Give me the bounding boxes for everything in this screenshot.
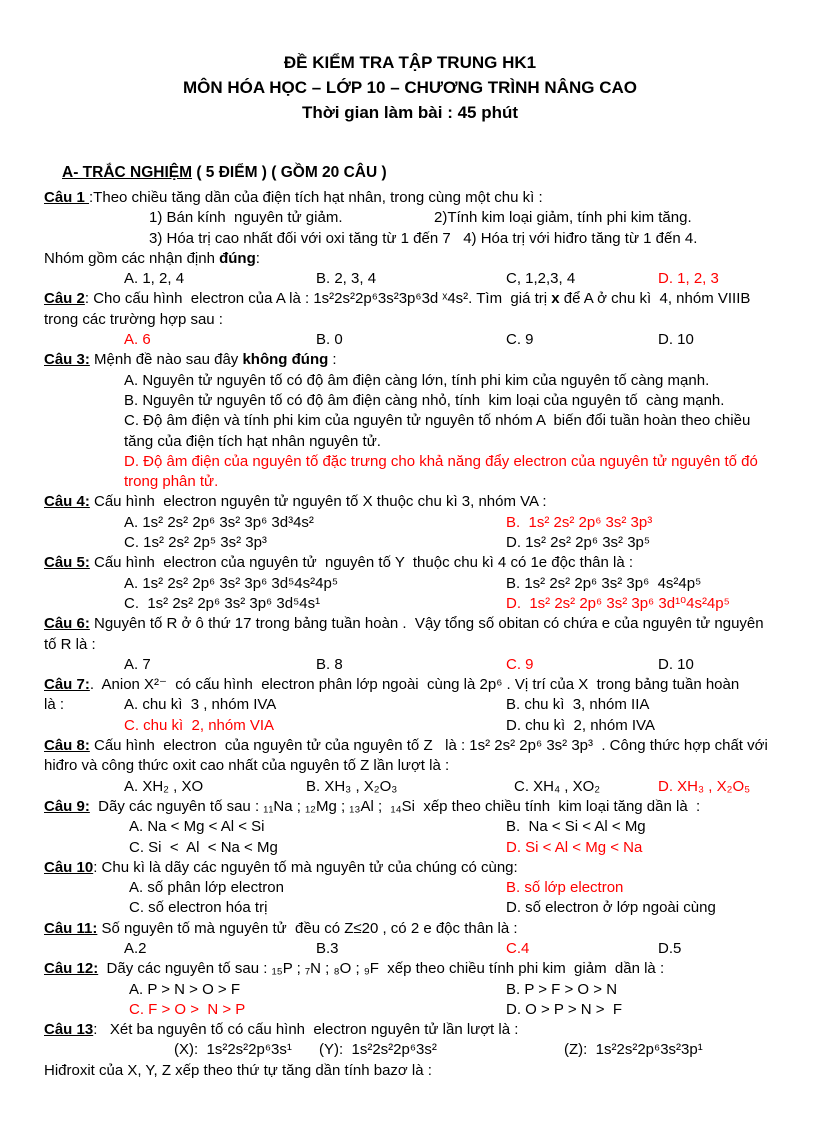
- text-run: A. chu kì 3 , nhóm IVA: [124, 696, 277, 714]
- question-stem: [44, 188, 776, 208]
- text-run: A. 7: [124, 655, 151, 673]
- option-cell: [306, 777, 397, 797]
- option-row: [44, 330, 776, 350]
- option-cell: [506, 817, 646, 837]
- highlighted-answer-text: C. chu kì 2, nhóm VIA: [124, 716, 275, 734]
- emphasis-text: x: [551, 290, 560, 308]
- option-cell: [129, 878, 284, 898]
- text-run: C. Si < Al < Na < Mg: [129, 838, 278, 856]
- option-cell: [506, 269, 575, 289]
- question-q8: [44, 736, 776, 797]
- text-run: D. 10: [658, 331, 694, 349]
- exam-title-line1: ĐỀ KIỂM TRA TẬP TRUNG HK1: [283, 53, 537, 72]
- question-q6: [44, 614, 776, 675]
- option-row: [44, 533, 776, 553]
- option-cell: [514, 777, 600, 797]
- option-row: [44, 817, 776, 837]
- option-row: [44, 980, 776, 1000]
- text-run: C. số electron hóa trị: [129, 899, 268, 917]
- text-run: Cấu hình electron của nguyên tử nguyên tố Y thuộc chu kì 4 có 1e độc thân là :: [89, 554, 634, 572]
- option-cell: [434, 208, 692, 228]
- text-run: . Anion X²⁻ có cấu hình electron phân lớp ngoài cùng là 2p⁶ . Vị trí của X trong bảng tuần hoàn: [89, 676, 740, 694]
- text-run: A. số phân lớp electron: [129, 879, 284, 897]
- text-run: 3) Hóa trị cao nhất đối với oxi tăng từ 1 đến 7 4) Hóa trị với hiđro tăng từ 1 đến 4.: [149, 229, 698, 247]
- question-line: [44, 249, 776, 269]
- text-run: B. P > F > O > N: [506, 980, 618, 998]
- option-cell: [124, 533, 267, 553]
- text-run: D. 1s² 2s² 2p⁶ 3s² 3p⁵: [506, 534, 651, 552]
- text-run: D.5: [658, 939, 682, 957]
- option-cell: [506, 695, 649, 715]
- text-run: D. 10: [658, 655, 694, 673]
- emphasis-text: đúng: [219, 249, 256, 267]
- option-row: [44, 594, 776, 614]
- highlighted-option: [506, 838, 642, 858]
- question-stem: [44, 959, 776, 979]
- highlighted-answer-text: C. 9: [506, 655, 534, 673]
- question-line: [124, 371, 776, 391]
- option-row: [44, 269, 776, 289]
- text-run: A. 1s² 2s² 2p⁶ 3s² 3p⁶ 3d⁵4s²4p⁵: [124, 574, 339, 592]
- option-cell: [506, 574, 701, 594]
- text-run: :: [255, 249, 260, 267]
- question-label: Câu 6:: [44, 615, 90, 633]
- question-q1: [44, 188, 776, 289]
- option-cell: [316, 330, 343, 350]
- text-run: 2)Tính kim loại giảm, tính phi kim tăng.: [434, 209, 692, 227]
- option-cell: [316, 269, 376, 289]
- option-cell: [129, 898, 267, 918]
- text-run: Nhóm gồm các nhận định: [44, 249, 220, 267]
- highlighted-answer-text: C. F > O > N > P: [129, 1000, 246, 1018]
- question-q2: [44, 289, 776, 350]
- option-cell: [174, 1040, 292, 1060]
- highlighted-answer-text: B. 1s² 2s² 2p⁶ 3s² 3p³: [506, 513, 653, 531]
- option-cell: [506, 898, 716, 918]
- text-run: (X): 1s²2s²2p⁶3s¹: [174, 1041, 292, 1059]
- option-cell: [44, 695, 64, 715]
- option-cell: [124, 655, 151, 675]
- text-run: B.3: [316, 939, 339, 957]
- option-cell: [124, 695, 276, 715]
- question-line: [44, 1061, 776, 1081]
- text-run: D. O > P > N > F: [506, 1000, 623, 1018]
- question-label: Câu 1: [44, 189, 90, 206]
- highlighted-answer-text: D. Độ âm điện của nguyên tố đặc trưng cho khả năng đẩy electron của nguyên tử nguyên tố đó trong phân tử.: [124, 452, 763, 491]
- question-q12: [44, 959, 776, 1020]
- question-stem: [44, 350, 776, 370]
- text-run: B. 8: [316, 655, 343, 673]
- text-run: D. chu kì 2, nhóm IVA: [506, 716, 655, 734]
- highlighted-option: [506, 939, 529, 959]
- highlighted-answer-text: D. Si < Al < Mg < Na: [506, 838, 643, 856]
- option-cell: [129, 838, 278, 858]
- text-run: :Theo chiều tăng dần của điện tích hạt nhân, trong cùng một chu kì :: [89, 189, 543, 206]
- question-stem: [44, 675, 776, 695]
- question-stem: [44, 919, 776, 939]
- text-run: B. Nguyên tử nguyên tố có độ âm điện càng nhỏ, tính kim loại của nguyên tố càng mạnh.: [124, 391, 725, 409]
- option-cell: [124, 777, 203, 797]
- option-cell: [124, 594, 320, 614]
- question-stem: [44, 553, 776, 573]
- text-run: B. chu kì 3, nhóm IIA: [506, 696, 650, 714]
- text-run: A. 1s² 2s² 2p⁶ 3s² 3p⁶ 3d³4s²: [124, 513, 314, 531]
- option-row: [44, 716, 776, 736]
- option-cell: [124, 513, 314, 533]
- text-run: A. Na < Mg < Al < Si: [129, 818, 265, 836]
- question-q7: [44, 675, 776, 736]
- question-stem: [44, 614, 776, 655]
- option-cell: [124, 269, 184, 289]
- option-row: [44, 513, 776, 533]
- option-cell: [506, 1000, 622, 1020]
- highlighted-option: [506, 594, 730, 614]
- text-run: A. P > N > O > F: [129, 980, 241, 998]
- text-run: Hiđroxit của X, Y, Z xếp theo thứ tự tăng dần tính bazơ là :: [44, 1061, 432, 1079]
- question-q5: [44, 553, 776, 614]
- text-run: B. 2, 3, 4: [316, 270, 377, 288]
- text-run: để A ở chu kì 4, nhóm VIIIB trong các trường hợp sau :: [44, 290, 763, 328]
- text-run: là :: [44, 696, 65, 714]
- option-row: [44, 777, 776, 797]
- option-cell: [658, 330, 694, 350]
- highlighted-option: [506, 878, 623, 898]
- question-q10: [44, 858, 776, 919]
- text-run: Cấu hình electron nguyên tử nguyên tố X thuộc chu kì 3, nhóm VA :: [89, 493, 547, 511]
- highlighted-option: [506, 655, 534, 675]
- question-q13: [44, 1020, 776, 1081]
- question-label: Câu 10: [44, 858, 94, 876]
- text-run: Cấu hình electron của nguyên tử của nguyên tố Z là : 1s² 2s² 2p⁶ 3s² 3p³ . Công thức hợp chất với hiđro và công thức oxit cao nhất của nguyên tố Z lần lượt là :: [44, 737, 772, 775]
- question-label: Câu 12:: [44, 960, 99, 978]
- question-stem: [44, 1020, 776, 1040]
- text-run: A. XH₂ , XO: [124, 777, 204, 795]
- text-run: B. 0: [316, 331, 343, 349]
- text-run: (Y): 1s²2s²2p⁶3s²: [319, 1041, 437, 1059]
- text-run: Mệnh đề nào sau đây: [89, 351, 243, 369]
- text-run: B. XH₃ , X₂O₃: [306, 777, 398, 795]
- question-stem: [44, 797, 776, 817]
- section-heading: [62, 162, 776, 183]
- question-stem: [44, 858, 776, 878]
- question-line: [124, 411, 776, 452]
- option-cell: [129, 980, 240, 1000]
- text-run: C. 1s² 2s² 2p⁶ 3s² 3p⁶ 3d⁵4s¹: [124, 594, 321, 612]
- exam-title-line3: Thời gian làm bài : 45 phút: [301, 103, 519, 122]
- text-run: A. 1, 2, 4: [124, 270, 185, 288]
- option-cell: [506, 716, 655, 736]
- highlighted-answer-text: B. số lớp electron: [506, 879, 624, 897]
- highlighted-answer-text: D. 1s² 2s² 2p⁶ 3s² 3p⁶ 3d¹⁰4s²4p⁵: [506, 594, 730, 612]
- text-run: Số nguyên tố mà nguyên tử đều có Z≤20 , có 2 e độc thân là :: [97, 919, 518, 937]
- text-run: C. 9: [506, 331, 534, 349]
- option-row: [44, 898, 776, 918]
- text-run: C. XH₄ , XO₂: [514, 777, 601, 795]
- highlighted-option: [506, 513, 652, 533]
- highlighted-answer-text: A. 6: [124, 331, 151, 349]
- question-stem: [44, 492, 776, 512]
- option-cell: [564, 1040, 703, 1060]
- question-line: [149, 229, 776, 249]
- question-label: Câu 2: [44, 290, 85, 308]
- question-label: Câu 13: [44, 1021, 94, 1039]
- highlighted-option: [129, 1000, 245, 1020]
- option-cell: [316, 655, 343, 675]
- text-run: : Xét ba nguyên tố có cấu hình electron nguyên tử lần lượt là :: [93, 1021, 519, 1039]
- option-row: [44, 655, 776, 675]
- text-run: :: [328, 351, 337, 369]
- highlighted-option: [658, 269, 719, 289]
- option-row: [44, 208, 776, 228]
- text-run: B. 1s² 2s² 2p⁶ 3s² 3p⁶ 4s²4p⁵: [506, 574, 702, 592]
- option-cell: [316, 939, 339, 959]
- option-row: [44, 1040, 776, 1060]
- text-run: D. số electron ở lớp ngoài cùng: [506, 899, 716, 917]
- question-stem: [44, 736, 776, 777]
- option-cell: [149, 208, 342, 228]
- exam-title-line2: MÔN HÓA HỌC – LỚP 10 – CHƯƠNG TRÌNH NÂNG CAO: [183, 78, 637, 97]
- option-cell: [319, 1040, 437, 1060]
- text-run: : Chu kì là dãy các nguyên tố mà nguyên tử của chúng có cùng:: [93, 858, 518, 876]
- question-q11: [44, 919, 776, 960]
- option-row: [44, 574, 776, 594]
- option-cell: [506, 533, 650, 553]
- text-run: C. 1s² 2s² 2p⁵ 3s² 3p³: [124, 534, 267, 552]
- question-label: Câu 9:: [44, 797, 90, 815]
- question-stem: [44, 289, 776, 330]
- option-cell: [658, 939, 681, 959]
- option-row: [44, 838, 776, 858]
- question-q3: [44, 350, 776, 492]
- text-run: 1) Bán kính nguyên tử giảm.: [149, 209, 343, 227]
- question-label: Câu 11:: [44, 919, 98, 937]
- highlighted-answer-text: D. XH₃ , X₂O₅: [658, 777, 751, 795]
- questions: [44, 188, 776, 1081]
- text-run: Dãy các nguyên tố sau : ₁₅P ; ₇N ; ₈O ; ₉F xếp theo chiều tính phi kim giảm dần là :: [98, 960, 665, 978]
- text-run: C. Độ âm điện và tính phi kim của nguyên tử nguyên tố nhóm A biến đổi tuần hoàn theo chiều tăng của điện tích hạt nhân nguyên tử.: [124, 412, 755, 450]
- document-header: [44, 50, 776, 125]
- option-row: [44, 695, 776, 715]
- question-q9: [44, 797, 776, 858]
- highlighted-answer-text: D. 1, 2, 3: [658, 270, 719, 288]
- option-row: [44, 939, 776, 959]
- text-run: A.2: [124, 939, 147, 957]
- text-run: B. Na < Si < Al < Mg: [506, 818, 646, 836]
- option-cell: [506, 330, 534, 350]
- option-cell: [506, 980, 617, 1000]
- question-line: [124, 391, 776, 411]
- question-q4: [44, 492, 776, 553]
- text-run: C, 1,2,3, 4: [506, 270, 576, 288]
- question-label: Câu 7:: [44, 676, 90, 694]
- question-label: Câu 8:: [44, 737, 90, 755]
- section-heading-title: A- TRẮC NGHIỆM: [62, 164, 193, 181]
- text-run: Dãy các nguyên tố sau : ₁₁Na ; ₁₂Mg ; ₁₃Al ; ₁₄Si xếp theo chiều tính kim loại tăng dần là :: [89, 797, 701, 815]
- option-cell: [658, 655, 694, 675]
- text-run: A. Nguyên tử nguyên tố có độ âm điện càng lớn, tính phi kim của nguyên tố càng mạnh.: [124, 371, 710, 389]
- highlighted-option: [124, 716, 274, 736]
- question-line: [124, 452, 776, 493]
- question-label: Câu 5:: [44, 554, 90, 572]
- highlighted-option: [658, 777, 750, 797]
- question-label: Câu 3:: [44, 351, 90, 369]
- text-run: Nguyên tố R ở ô thứ 17 trong bảng tuần hoàn . Vậy tổng số obitan có chứa e của nguyên tử nguyên tố R là :: [44, 615, 768, 653]
- option-cell: [124, 574, 338, 594]
- highlighted-option: [124, 330, 151, 350]
- highlighted-answer-text: C.4: [506, 939, 530, 957]
- option-row: [44, 878, 776, 898]
- text-run: : Cho cấu hình electron của A là : 1s²2s²2p⁶3s²3p⁶3d ˣ4s². Tìm giá trị: [84, 290, 552, 308]
- section-heading-info: ( 5 ĐIỂM ) ( GỒM 20 CÂU ): [192, 164, 387, 181]
- option-cell: [129, 817, 264, 837]
- emphasis-text: không đúng: [242, 351, 329, 369]
- question-label: Câu 4:: [44, 493, 90, 511]
- option-row: [44, 1000, 776, 1020]
- text-run: (Z): 1s²2s²2p⁶3s²3p¹: [564, 1041, 703, 1059]
- option-cell: [124, 939, 147, 959]
